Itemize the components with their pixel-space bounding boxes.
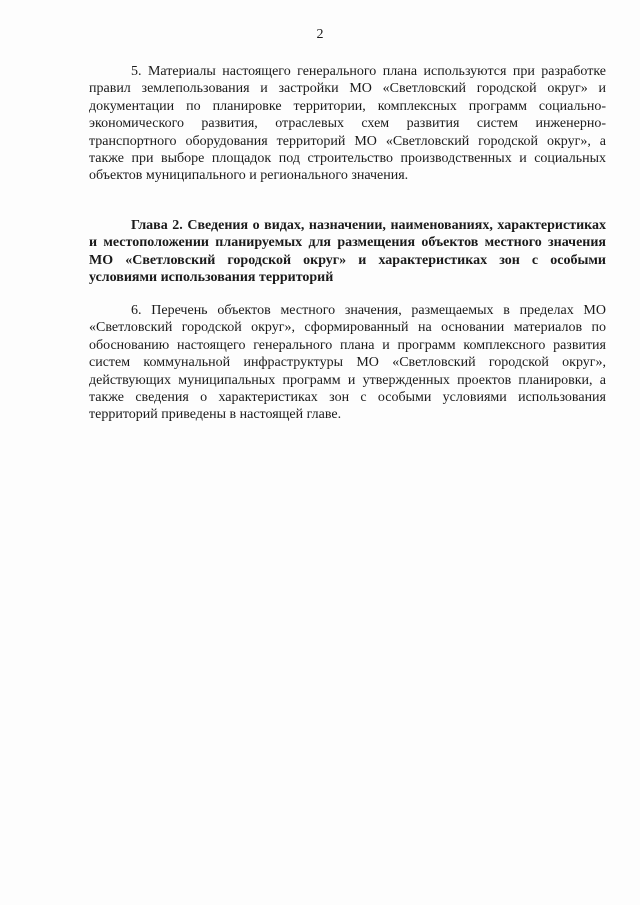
page-number: 2 (316, 27, 324, 42)
paragraph-5: 5. Материалы настоящего генерального плана используются при разработке правил землепользования и застройки МО «Светловский городской округ» и документации по планировке территории, комплексных программ социально-экономического развития, отраслевых схем развития систем инженерно-транспортного оборудования территорий МО «Светловский городской округ», а также при выборе площадок под строительство производственных и социальных объектов муниципального и регионального значения. (89, 64, 606, 184)
chapter-2-heading: Глава 2. Сведения о видах, назначении, наименованиях, характеристиках и местоположении планируемых для размещения объектов местного значения МО «Светловский городской округ» и характеристиках зон с особыми условиями использования территорий (89, 218, 606, 286)
paragraph-6: 6. Перечень объектов местного значения, размещаемых в пределах МО «Светловский городской округ», сформированный на основании материалов по обоснованию настоящего генерального плана и программ комплексного развития систем коммунальной инфраструктуры МО «Светловский городской округ», действующих муниципальных программ и утвержденных проектов планировки, а также сведения о характеристиках зон с особыми условиями использования территорий приведены в настоящей главе. (89, 303, 606, 423)
